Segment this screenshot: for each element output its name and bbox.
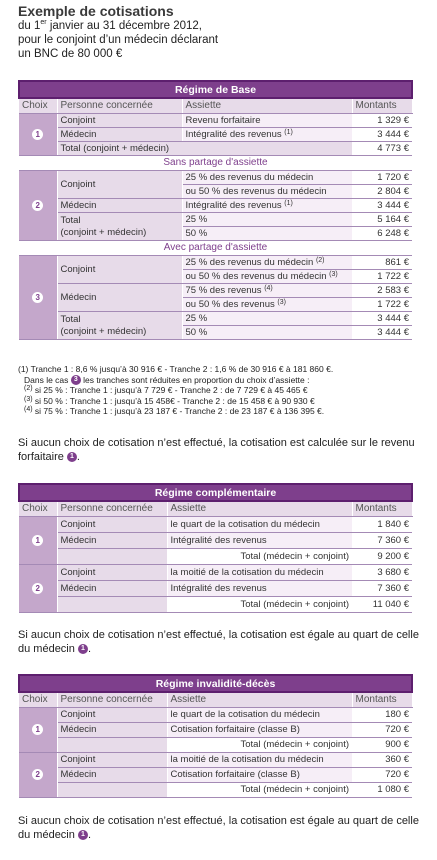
montant-cell: 11 040 €: [352, 597, 412, 613]
assiette-cell: ou 50 % des revenus du médecin $^{(3)}$: [182, 270, 352, 284]
montant-cell: 360 €: [352, 753, 412, 768]
col-assiette: Assiette: [167, 692, 352, 708]
choice-1-marker: 1: [67, 452, 77, 462]
col-personne: Personne concernée: [57, 692, 167, 708]
montant-cell: 3 444 €: [352, 128, 412, 142]
personne-cell: Conjoint: [57, 517, 167, 533]
total-cell: Total (conjoint + médecin): [57, 312, 182, 340]
personne-cell: Conjoint: [57, 708, 167, 723]
montant-cell: 720 €: [352, 768, 412, 783]
personne-cell: Conjoint: [57, 114, 182, 128]
montant-cell: 7 360 €: [352, 533, 412, 549]
montant-cell: 9 200 €: [352, 549, 412, 565]
complementaire-table: [18, 483, 413, 613]
personne-cell: Médecin: [57, 723, 167, 738]
personne-cell: Médecin: [57, 581, 167, 597]
col-assiette: Assiette: [167, 501, 352, 517]
choice-number: 3: [32, 292, 43, 303]
header-line-1: du 1er janvier au 31 décembre 2012,: [18, 19, 202, 32]
choice-1-marker: 1: [78, 830, 88, 840]
assiette-cell: la moitié de la cotisation du médecin: [167, 565, 352, 581]
montant-cell: 3 680 €: [352, 565, 412, 581]
choice-2-cell: [19, 171, 57, 241]
section-sans-partage: Sans partage d'assiette: [19, 156, 412, 171]
montant-cell: 861 €: [352, 256, 412, 270]
assiette-cell: 25 %: [182, 213, 352, 227]
montant-cell: 3 444 €: [352, 199, 412, 213]
personne-cell: Conjoint: [57, 565, 167, 581]
assiette-cell: Cotisation forfaitaire (classe B): [167, 768, 352, 783]
col-choix: Choix: [19, 692, 57, 708]
assiette-cell: 50 %: [182, 326, 352, 340]
base-default-note: Si aucun choix de cotisation n’est effectué, la cotisation est calculée sur le revenu forfaitaire 1 .: [18, 437, 415, 463]
choice-number: 2: [32, 583, 43, 594]
choice-1-cell: [19, 517, 57, 565]
page-header: [18, 3, 428, 61]
choice-3-marker: 3: [71, 375, 81, 385]
personne-cell: Médecin: [57, 768, 167, 783]
personne-cell: Médecin: [57, 128, 182, 142]
invalidite-table: [18, 674, 413, 798]
total-cell: Total (conjoint + médecin): [57, 142, 352, 156]
assiette-cell: Intégralité des revenus: [167, 533, 352, 549]
header-line-3: un BNC de 80 000 €: [18, 48, 123, 60]
col-choix: Choix: [19, 98, 57, 114]
personne-cell: Médecin: [57, 533, 167, 549]
choice-number: 1: [32, 129, 43, 140]
total-cell: Total (conjoint + médecin): [57, 213, 182, 241]
base-footnotes: [18, 364, 423, 417]
complementaire-default-note: Si aucun choix de cotisation n’est effectué, la cotisation est égale au quart de celle du médecin 1 .: [18, 629, 419, 655]
total-cell: Total (médecin + conjoint): [167, 738, 352, 753]
personne-cell: Conjoint: [57, 256, 182, 284]
assiette-cell: Intégralité des revenus $^{(1)}$: [182, 199, 352, 213]
assiette-cell: 25 % des revenus du médecin: [182, 171, 352, 185]
assiette-cell: 50 %: [182, 227, 352, 241]
choice-3-cell: [19, 256, 57, 340]
assiette-cell: le quart de la cotisation du médecin: [167, 517, 352, 533]
montant-cell: 1 720 €: [352, 171, 412, 185]
invalidite-title: Régime invalidité-décès: [19, 675, 412, 692]
choice-1-marker: 1: [78, 644, 88, 654]
footnote-cas-3: Dans le cas 3 les tranches sont réduites en proportion du choix d’assiette :: [24, 374, 310, 385]
montant-cell: 180 €: [352, 708, 412, 723]
montant-cell: 1 080 €: [352, 783, 412, 798]
col-choix: Choix: [19, 501, 57, 517]
col-personne: Personne concernée: [57, 98, 182, 114]
personne-cell: Conjoint: [57, 753, 167, 768]
base-title: Régime de Base: [19, 81, 412, 98]
assiette-cell: Intégralité des revenus $^{(1)}$: [182, 128, 352, 142]
choice-number: 1: [32, 535, 43, 546]
total-cell: Total (médecin + conjoint): [167, 549, 352, 565]
assiette-cell: Revenu forfaitaire: [182, 114, 352, 128]
complementaire-title: Régime complémentaire: [19, 484, 412, 501]
personne-cell: Conjoint: [57, 171, 182, 199]
montant-cell: 720 €: [352, 723, 412, 738]
choice-2-cell: [19, 753, 57, 798]
montant-cell: 900 €: [352, 738, 412, 753]
col-montants: Montants: [352, 692, 412, 708]
base-table: [18, 80, 413, 340]
choice-1-cell: [19, 708, 57, 753]
choice-number: 2: [32, 200, 43, 211]
page-title: Exemple de cotisations: [18, 3, 174, 19]
footnote-1: (1) Tranche 1 : 8,6 % jusqu’à 30 916 € - Tranche 2 : 1,6 % de 30 916 € à 181 860 €.: [18, 364, 334, 374]
section-avec-partage: Avec partage d'assiette: [19, 241, 412, 256]
montant-cell: 1 329 €: [352, 114, 412, 128]
montant-cell: 4 773 €: [352, 142, 412, 156]
choice-number: 1: [32, 724, 43, 735]
montant-cell: 2 804 €: [352, 185, 412, 199]
choice-2-cell: [19, 565, 57, 613]
montant-cell: 3 444 €: [352, 312, 412, 326]
assiette-cell: 25 % des revenus du médecin $^{(2)}$: [182, 256, 352, 270]
choice-1-cell: [19, 114, 57, 156]
invalidite-default-note: Si aucun choix de cotisation n’est effectué, la cotisation est égale au quart de celle du médecin 1 .: [18, 815, 419, 841]
montant-cell: 3 444 €: [352, 326, 412, 340]
assiette-cell: Cotisation forfaitaire (classe B): [167, 723, 352, 738]
personne-cell: Médecin: [57, 199, 182, 213]
col-montants: Montants: [352, 501, 412, 517]
choice-number: 2: [32, 769, 43, 780]
footnote-4: $^{(4)}$ si 75 % : Tranche 1 : jusqu’à 23 187 € - Tranche 2 : de 23 187 € à 136 395 €.: [24, 406, 325, 417]
assiette-cell: 75 % des revenus $^{(4)}$: [182, 284, 352, 298]
assiette-cell: 25 %: [182, 312, 352, 326]
personne-cell: Médecin: [57, 284, 182, 312]
montant-cell: 6 248 €: [352, 227, 412, 241]
montant-cell: 1 722 €: [352, 270, 412, 284]
col-montants: Montants: [352, 98, 412, 114]
montant-cell: 1 840 €: [352, 517, 412, 533]
assiette-cell: ou 50 % des revenus du médecin: [182, 185, 352, 199]
montant-cell: 2 583 €: [352, 284, 412, 298]
montant-cell: 1 722 €: [352, 298, 412, 312]
assiette-cell: ou 50 % des revenus $^{(3)}$: [182, 298, 352, 312]
col-personne: Personne concernée: [57, 501, 167, 517]
assiette-cell: Intégralité des revenus: [167, 581, 352, 597]
total-cell: Total (médecin + conjoint): [167, 783, 352, 798]
col-assiette: Assiette: [182, 98, 352, 114]
total-cell: Total (médecin + conjoint): [167, 597, 352, 613]
footnote-2: $^{(2)}$ si 25 % : Tranche 1 : jusqu’à 7 729 € - Tranche 2 : de 7 729 € à 45 465 €: [24, 385, 308, 396]
header-line-2: pour le conjoint d’un médecin déclarant: [18, 34, 219, 46]
montant-cell: 5 164 €: [352, 213, 412, 227]
montant-cell: 7 360 €: [352, 581, 412, 597]
footnote-3: $^{(3)}$ si 50 % : Tranche 1 : jusqu’à 15 458€ - Tranche 2 : de 15 458 € à 90 930 €: [24, 395, 315, 406]
assiette-cell: la moitié de la cotisation du médecin: [167, 753, 352, 768]
assiette-cell: le quart de la cotisation du médecin: [167, 708, 352, 723]
